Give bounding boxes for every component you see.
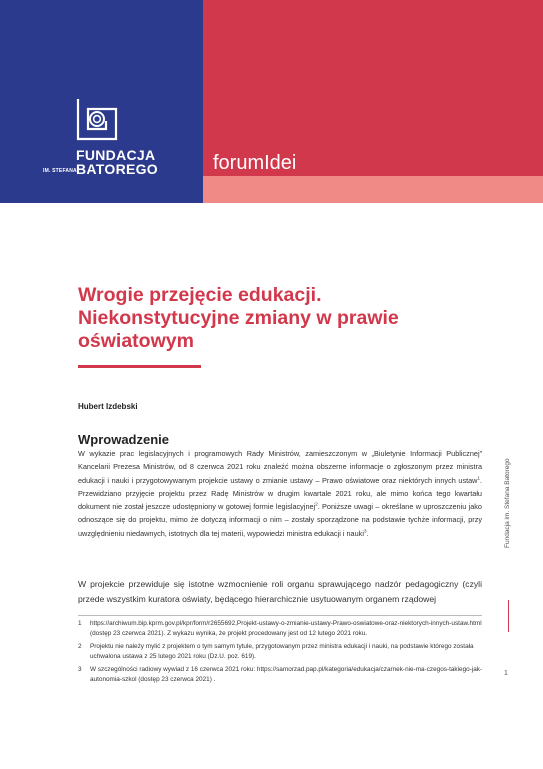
- header-pink-stripe: [203, 176, 543, 203]
- logo-im: IM. STEFANA: [43, 168, 77, 174]
- article-title: Wrogie przejęcie edukacji. Niekonstytucyjne zmiany w prawie oświatowym: [78, 284, 399, 352]
- footnote-item: 2 Projektu nie należy mylić z projektem o tym samym tytule, przygotowanym przez ministra edukacji i nauki, na podstawie którego została uchwalona ustawa z 25 lutego 2021 roku (Dz.U. poz. 619).: [78, 642, 488, 663]
- title-underline: [78, 365, 201, 368]
- footnote-text: Projektu nie należy mylić z projektem o tym samym tytule, przygotowanym przez ministra edukacji i nauki, na podstawie którego została uchwalona ustawa z 25 lutego 2021 roku (Dz.U. poz. 619).: [90, 642, 474, 661]
- footnote-divider: [78, 615, 482, 616]
- sidebar-accent-rule: [508, 600, 509, 632]
- footnote-ref-2[interactable]: 2: [315, 501, 318, 507]
- footnote-item: 1 https://archiwum.bip.kprm.gov.pl/kpr/form/r2655692,Projekt-ustawy-o-zmianie-ustawy-Prawo-oswiatowe-oraz-niektorych-innych-ustaw.html (dostęp 23 czerwca 2021). Z wykazu wynika, że projekt procedowany jest od 12 lutego 2021 roku.: [78, 619, 488, 640]
- footnote-ref-1[interactable]: 1: [477, 475, 480, 481]
- footnotes-list: [78, 619, 488, 687]
- section-heading: Wprowadzenie: [78, 432, 170, 447]
- footnote-text[interactable]: https://archiwum.bip.kprm.gov.pl/kpr/form/r2655692,Projekt-ustawy-o-zmianie-ustawy-Prawo-oswiatowe-oraz-niektorych-innych-ustaw.html (dostęp 23 czerwca 2021). Z wykazu wynika, że projekt procedowany jest od 12 lutego 2021 roku.: [90, 620, 482, 638]
- intro-paragraph: W wykazie prac legislacyjnych i programowych Rady Ministrów, zamieszczonym w „Biuletynie Informacji Publicznej” Kancelarii Prezesa Ministrów, od 8 czerwca 2021 roku znaleźć można obszerne informacje o zgłoszonym przez ministra edukacji i nauki i przygotowywanym projekcie ustawy o zmianie ustawy – Prawo oświatowe oraz niektórych innych ustaw$^1$. Przewidziano przyjęcie projektu przez Radę Ministrów w drugim kwartale 2021 roku, ale mimo końca tego kwartału dokument nie został jeszcze udostępniony w gotowej formie legislacyjnej$^2$. Poniższe uwagi – określane w uproszczeniu jako odnoszące się do projektu, mimo że dotyczą informacji o nim – zostały sporządzone na podstawie tychże informacji, przy uwzględnieniu niedawnych, istotnych dla tej materii, wypowiedzi ministra edukacji i nauki$^3$.: [78, 449, 482, 538]
- series-name: forumIdei: [213, 152, 297, 174]
- second-paragraph: W projekcie przewiduje się istotne wzmocnienie roli organu sprawującego nadzór pedagogiczny (czyli przede wszystkim kuratora oświaty, będącego hierarchicznie usytuowanym organem rządowej: [78, 579, 482, 604]
- logo-name-line2: BATOREGO: [76, 161, 158, 177]
- author-name: Hubert Izdebski: [78, 402, 138, 411]
- footnote-item: 3 W szczególności radiowy wywiad z 16 czerwca 2021 roku: https://samorzad.pap.pl/kategoria/edukacja/czarnek-nie-ma-czegos-takiego-jak-autonomia-szkol (dostęp 23 czerwca 2021) .: [78, 665, 488, 686]
- footnote-ref-3[interactable]: 3: [363, 528, 367, 534]
- foundation-logo-icon: [76, 99, 118, 141]
- logo-name-line1: FUNDACJA: [76, 147, 156, 163]
- sidebar-foundation-name: Fundacja im. Stefana Batorego: [504, 458, 511, 548]
- footnote-text[interactable]: W szczególności radiowy wywiad z 16 czerwca 2021 roku: https://samorzad.pap.pl/kategoria/edukacja/czarnek-nie-ma-czegos-takiego-jak-autonomia-szkol (dostęp 23 czerwca 2021) .: [90, 665, 483, 684]
- page-number: 1: [504, 670, 508, 677]
